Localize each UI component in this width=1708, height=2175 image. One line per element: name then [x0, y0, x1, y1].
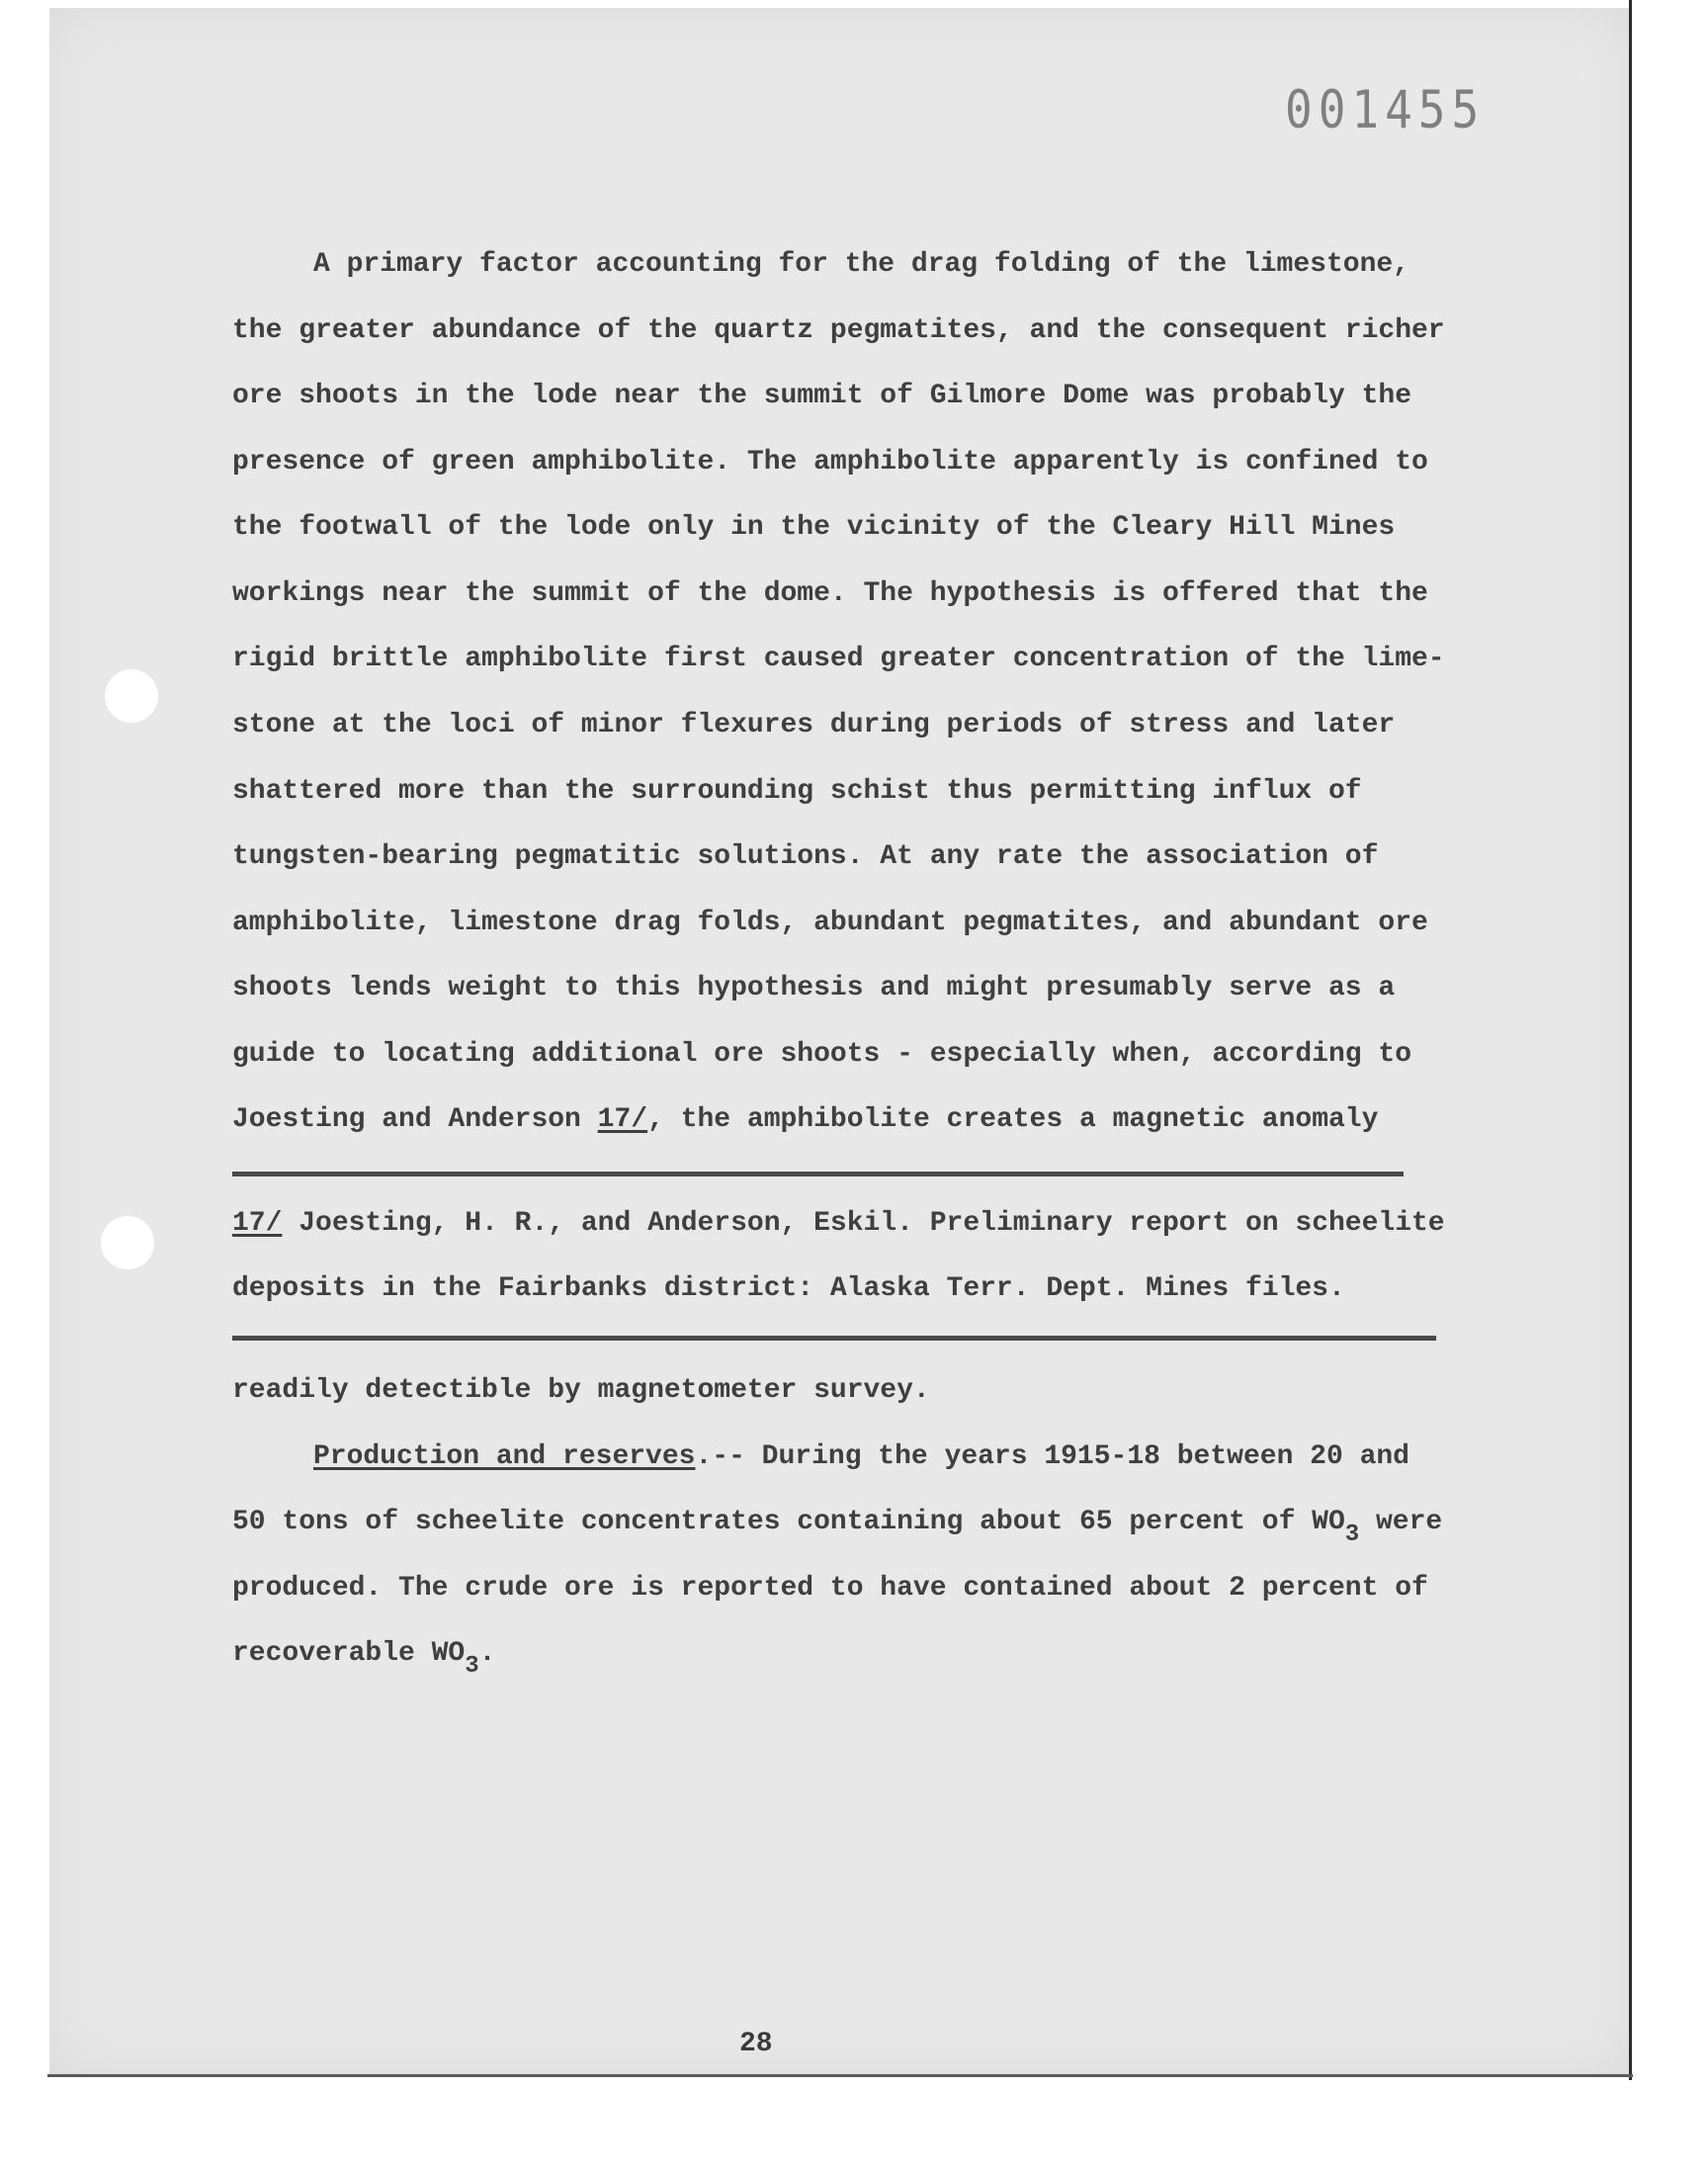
- production-line: [313, 1441, 1409, 1472]
- footnote-reference: 17/: [597, 1104, 648, 1135]
- production-text: were: [1359, 1507, 1443, 1537]
- production-text: recoverable WO: [232, 1638, 466, 1669]
- body-line: the footwall of the lode only in the vicinity of the Cleary Hill Mines: [232, 512, 1396, 543]
- footnote-text: Joesting, H. R., and Anderson, Eskil. Preliminary report on scheelite: [282, 1208, 1445, 1239]
- body-line-text: , the amphibolite creates a magnetic anomaly: [647, 1104, 1379, 1135]
- punch-hole-top: [105, 669, 158, 723]
- body-line: amphibolite, limestone drag folds, abundant pegmatites, and abundant ore: [232, 908, 1428, 938]
- body-line: shoots lends weight to this hypothesis and might presumably serve as a: [232, 973, 1396, 1003]
- body-line: guide to locating additional ore shoots - especially when, according to: [232, 1039, 1411, 1070]
- body-line: stone at the loci of minor flexures during periods of stress and later: [232, 710, 1396, 740]
- punch-hole-bottom: [101, 1216, 154, 1269]
- body-line: ore shoots in the lode near the summit of Gilmore Dome was probably the: [232, 381, 1411, 411]
- production-line: produced. The crude ore is reported to have contained about 2 percent of: [232, 1573, 1428, 1604]
- section-heading: Production and reserves: [313, 1441, 696, 1472]
- production-line: [232, 1638, 496, 1680]
- subscript: 3: [465, 1653, 479, 1680]
- document-stamp-number: 001455: [1285, 78, 1486, 140]
- footnote-line: deposits in the Fairbanks district: Alaska Terr. Dept. Mines files.: [232, 1273, 1345, 1304]
- production-text: .: [478, 1638, 496, 1669]
- production-line: [232, 1507, 1443, 1548]
- production-text: .-- During the years 1915-18 between 20 and: [695, 1441, 1409, 1472]
- body-line: tungsten-bearing pegmatitic solutions. At any rate the association of: [232, 841, 1379, 872]
- body-line: shattered more than the surrounding schist thus permitting influx of: [232, 776, 1362, 807]
- body-line: the greater abundance of the quartz pegmatites, and the consequent richer: [232, 315, 1445, 346]
- body-line: presence of green amphibolite. The amphibolite apparently is confined to: [232, 447, 1428, 478]
- footnote-line: [232, 1208, 1445, 1239]
- body-line: workings near the summit of the dome. The hypothesis is offered that the: [232, 578, 1428, 609]
- page-number: 28: [739, 2029, 773, 2059]
- body-line-with-footnote-ref: [232, 1104, 1378, 1135]
- body-line-text: Joesting and Anderson: [232, 1104, 598, 1135]
- body-line: A primary factor accounting for the drag folding of the limestone,: [313, 249, 1409, 280]
- footnote-separator-bottom: [232, 1336, 1436, 1341]
- footnote-marker: 17/: [232, 1208, 283, 1239]
- production-text: 50 tons of scheelite concentrates containing about 65 percent of WO: [232, 1507, 1345, 1537]
- scan-edge-right: [1629, 0, 1632, 2080]
- body-line: rigid brittle amphibolite first caused greater concentration of the lime-: [232, 644, 1445, 674]
- footnote-separator-top: [232, 1172, 1404, 1176]
- subscript: 3: [1344, 1522, 1360, 1548]
- body-line: readily detectible by magnetometer survey.: [232, 1375, 930, 1406]
- scan-edge-bottom: [47, 2074, 1633, 2077]
